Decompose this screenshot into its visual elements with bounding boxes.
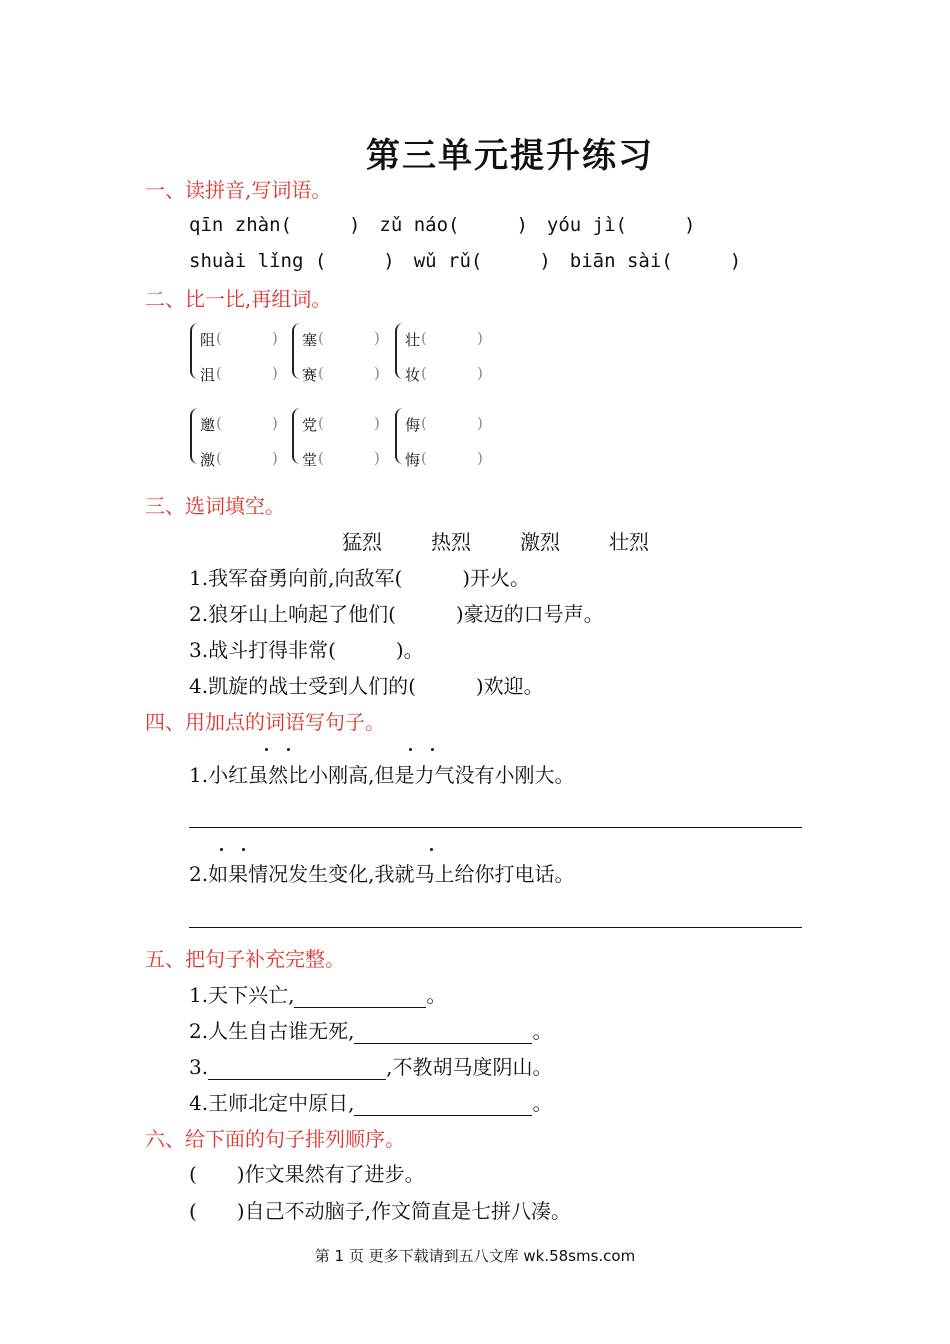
blank-line bbox=[354, 1023, 532, 1044]
brace bbox=[395, 323, 403, 379]
page-title: 第三单元提升练习 bbox=[366, 136, 654, 176]
paren: ( bbox=[318, 414, 324, 432]
answer-line bbox=[189, 827, 802, 828]
compare-group bbox=[190, 323, 282, 383]
section-5-heading: 五、把句子补充完整。 bbox=[145, 947, 345, 971]
emphasis-dot bbox=[265, 748, 268, 751]
paren: ) bbox=[477, 329, 483, 347]
complete-item bbox=[189, 1051, 552, 1080]
brace bbox=[292, 323, 300, 379]
word-choice: 壮烈 bbox=[609, 530, 649, 554]
sentence-item: 1.小红虽然比小刚高,但是力气没有小刚大。 bbox=[189, 763, 575, 787]
complete-item-text: 。 bbox=[532, 1091, 553, 1115]
section-3-heading: 三、选词填空。 bbox=[145, 494, 285, 518]
brace bbox=[292, 408, 300, 464]
complete-item-text: 3. bbox=[189, 1055, 209, 1079]
compare-char: 阻 bbox=[200, 331, 216, 349]
fill-item: 4.凯旋的战士受到人们的( )欢迎。 bbox=[189, 674, 544, 698]
fill-item: 1.我军奋勇向前,向敌军( )开火。 bbox=[189, 566, 531, 590]
answer-line bbox=[189, 927, 802, 928]
compare-char: 党 bbox=[302, 416, 318, 434]
complete-item-text: 。 bbox=[532, 1019, 553, 1043]
word-choice: 热烈 bbox=[431, 530, 471, 554]
section-1-heading: 一、读拼音,写词语。 bbox=[145, 178, 332, 202]
paren: ) bbox=[272, 329, 278, 347]
word-choice: 激烈 bbox=[520, 530, 560, 554]
compare-char: 邀 bbox=[200, 416, 216, 434]
brace bbox=[395, 408, 403, 464]
order-item: ( )作文果然有了进步。 bbox=[189, 1162, 425, 1186]
order-item: ( )自己不动脑子,作文简直是七拼八凑。 bbox=[189, 1199, 571, 1223]
paren: ( bbox=[216, 364, 222, 382]
section-4-heading: 四、用加点的词语写句子。 bbox=[145, 710, 385, 734]
complete-item bbox=[189, 1087, 552, 1116]
paren: ) bbox=[272, 414, 278, 432]
brace bbox=[190, 323, 198, 379]
paren: ( bbox=[216, 449, 222, 467]
brace bbox=[190, 408, 198, 464]
paren: ) bbox=[374, 329, 380, 347]
paren: ) bbox=[272, 449, 278, 467]
paren: ) bbox=[477, 364, 483, 382]
paren: ) bbox=[477, 414, 483, 432]
emphasis-dot bbox=[409, 748, 412, 751]
paren: ( bbox=[216, 414, 222, 432]
paren: ) bbox=[272, 364, 278, 382]
compare-char: 塞 bbox=[302, 331, 318, 349]
page-footer: 第 1 页 更多下载请到五八文库 wk.58sms.com bbox=[314, 1247, 636, 1265]
compare-char: 堂 bbox=[302, 451, 318, 469]
complete-item-text: 2.人生自古谁无死, bbox=[189, 1019, 355, 1043]
paren: ( bbox=[421, 414, 427, 432]
complete-item-text: 。 bbox=[426, 983, 447, 1007]
paren: ) bbox=[374, 449, 380, 467]
blank-line bbox=[294, 987, 426, 1008]
sentence-item: 2.如果情况发生变化,我就马上给你打电话。 bbox=[189, 862, 575, 886]
pinyin-row-2: shuài lǐng ( ) wǔ rǔ( ) biān sài( ) bbox=[189, 250, 742, 272]
emphasis-dot bbox=[242, 848, 245, 851]
emphasis-dot bbox=[220, 848, 223, 851]
paren: ) bbox=[374, 414, 380, 432]
compare-char: 壮 bbox=[405, 331, 421, 349]
compare-group bbox=[292, 323, 384, 383]
fill-item: 2.狼牙山上响起了他们( )豪迈的口号声。 bbox=[189, 602, 604, 626]
blank-line bbox=[208, 1059, 386, 1080]
paren: ( bbox=[318, 364, 324, 382]
paren: ) bbox=[477, 449, 483, 467]
complete-item bbox=[189, 979, 446, 1008]
section-6-heading: 六、给下面的句子排列顺序。 bbox=[145, 1127, 405, 1151]
compare-char: 激 bbox=[200, 451, 216, 469]
complete-item bbox=[189, 1015, 552, 1044]
fill-item: 3.战斗打得非常( )。 bbox=[189, 638, 424, 662]
paren: ( bbox=[216, 329, 222, 347]
compare-char: 侮 bbox=[405, 416, 421, 434]
paren: ( bbox=[318, 329, 324, 347]
emphasis-dot bbox=[430, 848, 433, 851]
compare-group bbox=[292, 408, 384, 468]
paren: ( bbox=[421, 364, 427, 382]
pinyin-row-1: qīn zhàn( ) zǔ náo( ) yóu jì( ) bbox=[189, 214, 696, 236]
paren: ( bbox=[421, 449, 427, 467]
word-choice: 猛烈 bbox=[342, 530, 382, 554]
emphasis-dot bbox=[287, 748, 290, 751]
paren: ( bbox=[318, 449, 324, 467]
emphasis-dot bbox=[431, 748, 434, 751]
compare-char: 赛 bbox=[302, 366, 318, 384]
compare-group bbox=[395, 408, 487, 468]
compare-char: 沮 bbox=[200, 366, 216, 384]
blank-line bbox=[354, 1095, 532, 1116]
compare-char: 妆 bbox=[405, 366, 421, 384]
paren: ) bbox=[374, 364, 380, 382]
compare-char: 悔 bbox=[405, 451, 421, 469]
compare-group bbox=[395, 323, 487, 383]
compare-group bbox=[190, 408, 282, 468]
section-2-heading: 二、比一比,再组词。 bbox=[145, 287, 332, 311]
complete-item-text: 1.天下兴亡, bbox=[189, 983, 295, 1007]
complete-item-text: ,不教胡马度阴山。 bbox=[386, 1055, 553, 1079]
complete-item-text: 4.王师北定中原日, bbox=[189, 1091, 355, 1115]
paren: ( bbox=[421, 329, 427, 347]
